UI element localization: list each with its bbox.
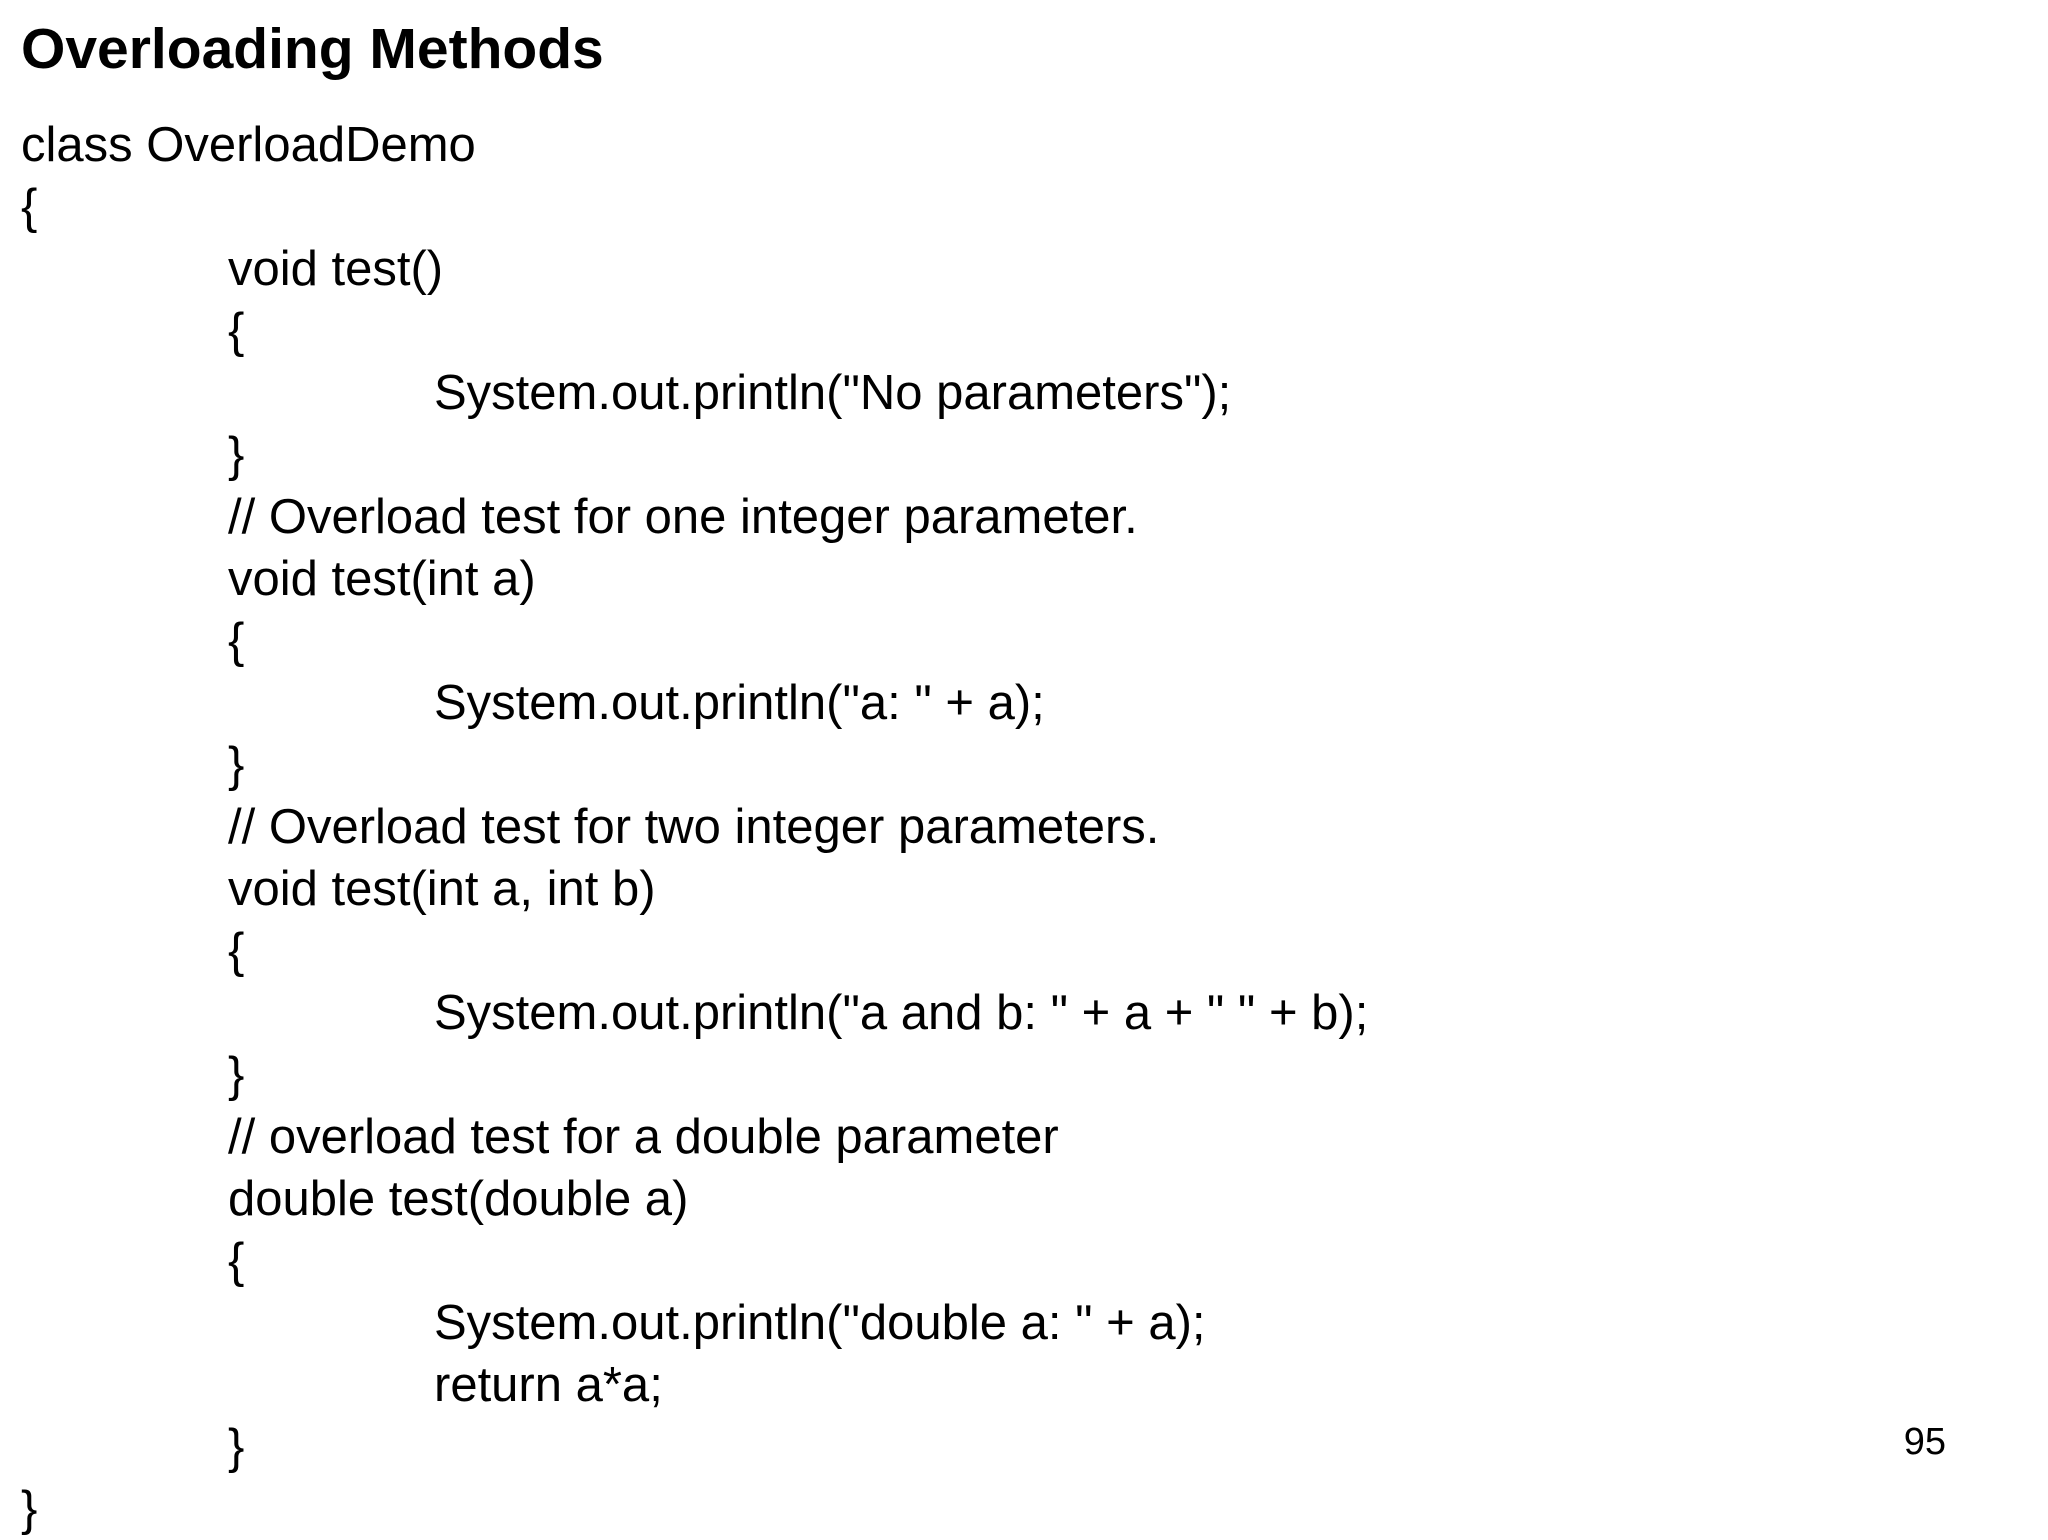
code-line: { bbox=[21, 180, 38, 234]
code-line: void test(int a, int b) bbox=[228, 862, 656, 916]
code-line: System.out.println("a and b: " + a + " " + b); bbox=[434, 986, 1369, 1040]
code-line: } bbox=[228, 1048, 245, 1102]
code-line: void test(int a) bbox=[228, 552, 536, 606]
code-line: { bbox=[228, 614, 245, 668]
code-line: { bbox=[228, 924, 245, 978]
code-line: } bbox=[228, 738, 245, 792]
code-line: System.out.println("No parameters"); bbox=[434, 366, 1232, 420]
code-line: { bbox=[228, 304, 245, 358]
code-line: System.out.println("double a: " + a); bbox=[434, 1296, 1206, 1350]
code-line: } bbox=[228, 1420, 245, 1474]
code-comment: // overload test for a double parameter bbox=[228, 1110, 1059, 1164]
code-line: } bbox=[228, 428, 245, 482]
code-line: return a*a; bbox=[434, 1358, 663, 1412]
code-comment: // Overload test for two integer parameters. bbox=[228, 800, 1160, 854]
code-comment: // Overload test for one integer parameter. bbox=[228, 490, 1138, 544]
code-line: void test() bbox=[228, 242, 444, 296]
code-line: } bbox=[21, 1482, 38, 1536]
code-line: { bbox=[228, 1234, 245, 1288]
code-line: class OverloadDemo bbox=[21, 118, 476, 172]
code-block bbox=[21, 114, 2001, 1540]
page-number: 95 bbox=[1903, 1421, 1946, 1463]
code-line: System.out.println("a: " + a); bbox=[434, 676, 1045, 730]
slide-title: Overloading Methods bbox=[21, 17, 604, 81]
code-line: double test(double a) bbox=[228, 1172, 689, 1226]
